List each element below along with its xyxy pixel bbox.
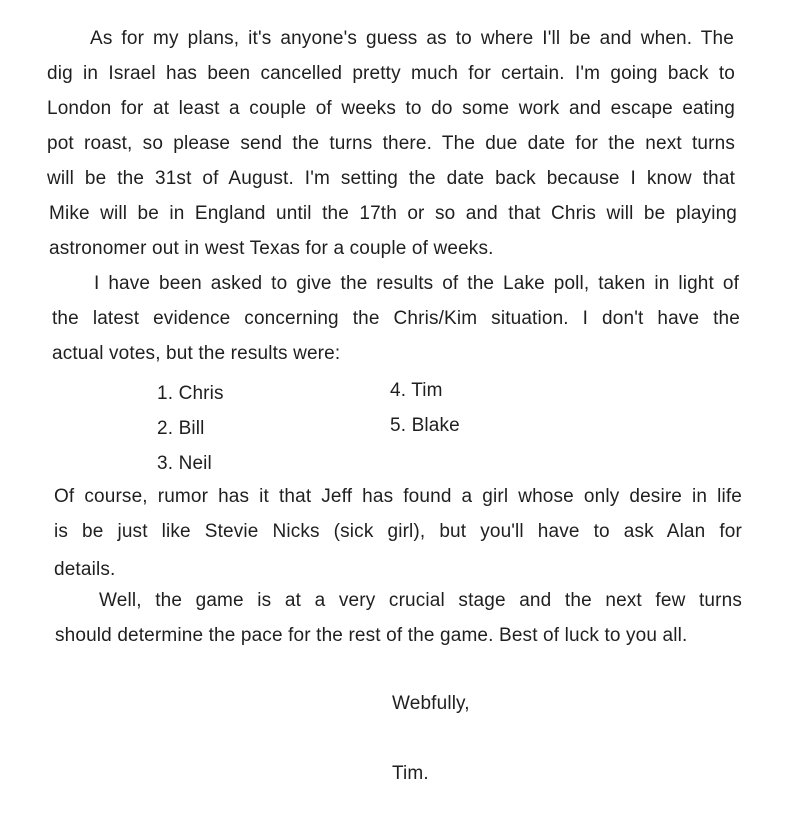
para1-line-2: dig in Israel has been cancelled pretty much for certain. I'm going back to	[47, 63, 735, 84]
signature: Tim.	[392, 763, 429, 784]
para3-line-1: Of course, rumor has it that Jeff has found a girl whose only desire in life	[54, 486, 742, 507]
para1-line-4: pot roast, so please send the turns there. The due date for the next turns	[47, 133, 735, 154]
closing-salutation: Webfully,	[392, 693, 470, 714]
poll-item-5: 5. Blake	[390, 415, 460, 436]
para4-line-2: should determine the pace for the rest of the game. Best of luck to you all.	[55, 625, 688, 646]
para1-line-3: London for at least a couple of weeks to do some work and escape eating	[47, 98, 735, 119]
poll-item-3: 3. Neil	[157, 453, 212, 474]
poll-item-2: 2. Bill	[157, 418, 205, 439]
para2-line-1: I have been asked to give the results of the Lake poll, taken in light of	[94, 273, 739, 294]
para1-line-1: As for my plans, it's anyone's guess as to where I'll be and when. The	[90, 28, 734, 49]
para1-line-5: will be the 31st of August. I'm setting the date back because I know that	[47, 168, 735, 189]
para3-line-3: details.	[54, 559, 116, 580]
para4-line-1: Well, the game is at a very crucial stage and the next few turns	[99, 590, 742, 611]
para1-line-6: Mike will be in England until the 17th or so and that Chris will be playing	[49, 203, 737, 224]
poll-item-4: 4. Tim	[390, 380, 443, 401]
para2-line-2: the latest evidence concerning the Chris/Kim situation. I don't have the	[52, 308, 740, 329]
para2-line-3: actual votes, but the results were:	[52, 343, 341, 364]
poll-item-1: 1. Chris	[157, 383, 224, 404]
para1-line-7: astronomer out in west Texas for a couple of weeks.	[49, 238, 494, 259]
para3-line-2: is be just like Stevie Nicks (sick girl), but you'll have to ask Alan for	[54, 521, 742, 542]
